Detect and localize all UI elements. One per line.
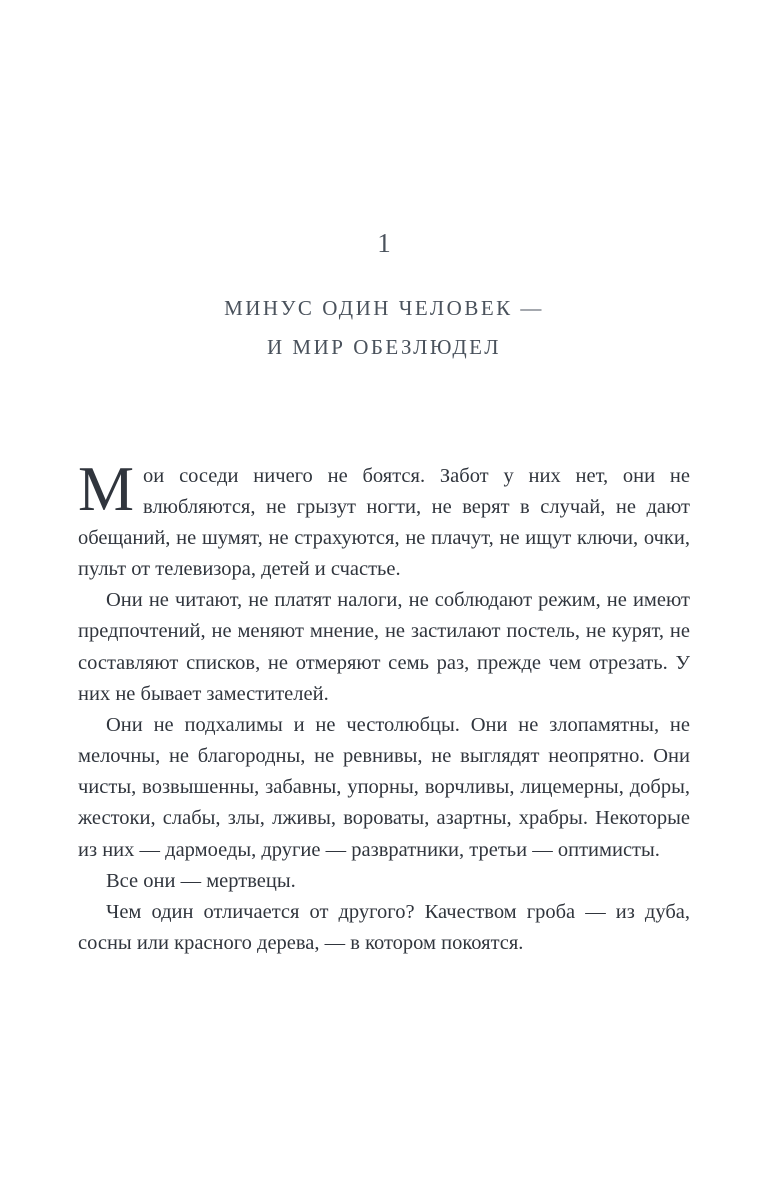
chapter-number: 1 xyxy=(377,228,391,258)
chapter-body xyxy=(78,453,690,960)
paragraph-text: ои соседи ничего не боятся. Забот у них нет, они не влюбляются, не грызут ногти, не верят в случай, не дают обещаний, не шумят, не страхуются, не плачут, не ищут ключи, очки, пульт от телевизора, детей и счастье. xyxy=(78,464,690,581)
paragraph xyxy=(78,453,690,586)
chapter-title-line1: МИНУС ОДИН ЧЕЛОВЕК — xyxy=(224,296,544,320)
chapter-title-line2: И МИР ОБЕЗЛЮДЕЛ xyxy=(267,334,501,359)
paragraph: Они не подхалимы и не честолюбцы. Они не злопамятны, не мелочны, не благородны, не ревнивы, не выглядят неопрятно. Они чисты, возвышенны, забавны, упорны, ворчливы, лицемерны, добры, жестоки, слабы, злы, лживы, вороваты, азартны, храбры. Некоторые из них — дармоеды, другие — развратники, третьи — оптимисты. xyxy=(78,713,690,861)
paragraph: Они не читают, не платят налоги, не соблюдают режим, не имеют предпочтений, не меняют мнение, не застилают постель, не курят, не составляют списков, не отмеряют семь раз, прежде чем отрезать. У них не бывает заместителей. xyxy=(78,589,690,705)
drop-cap: М xyxy=(78,453,135,524)
chapter-title xyxy=(78,289,690,367)
paragraph: Чем один отличается от другого? Качеством гроба — из дуба, сосны или красного дерева, — в котором покоятся. xyxy=(78,900,690,955)
paragraph: Все они — мертвецы. xyxy=(106,869,296,892)
